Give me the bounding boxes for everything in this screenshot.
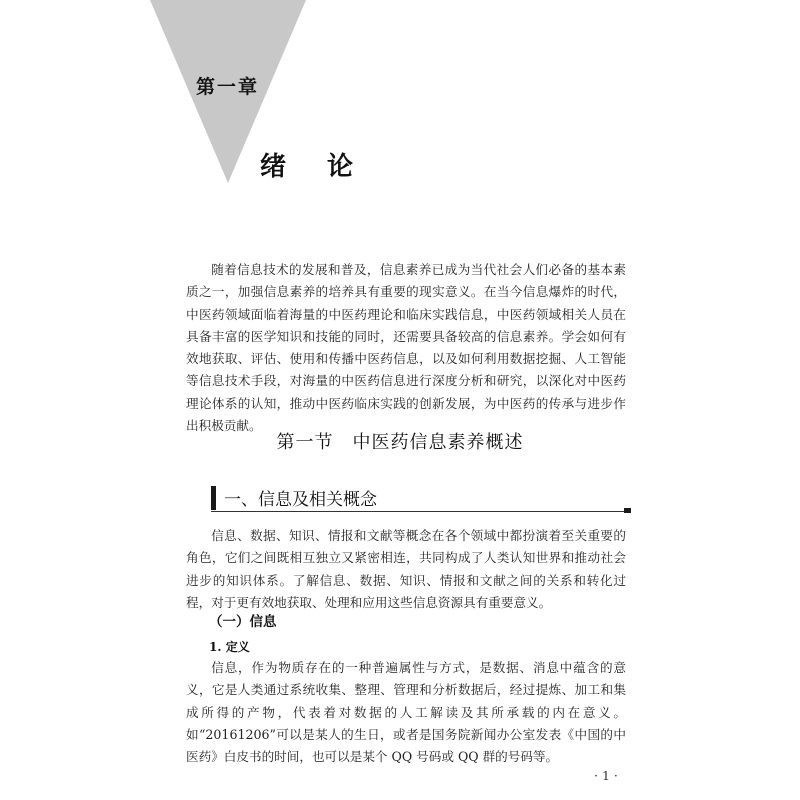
heading-bar-marker [211,486,216,510]
heading-underline [211,511,624,512]
section-title: 第一节 中医药信息素养概述 [276,432,524,453]
definition-paragraph: 信息，作为物质存在的一种普遍属性与方式，是数据、消息中蕴含的意义，它是人类通过系统收集、整理、管理和分析数据后，经过提炼、加工和集成所得的产物，代表着对数据的人工解读及其所承载的内在意义。如“20161206”可以是某人的生日，或者是国务院新闻办公室发表《中国的中医药》白皮书的时间，也可以是某个 QQ 号码或 QQ 群的号码等。 [186,660,626,765]
intro-paragraph: 随着信息技术的发展和普及，信息素养已成为当代社会人们必备的基本素质之一，加强信息素养的培养具有重要的现实意义。在当今信息爆炸的时代，中医药领域面临着海量的中医药理论和临床实践信息，中医药领域相关人员在具备丰富的医学知识和技能的同时，还需要具备较高的信息素养。学会如何有效地获取、评估、使用和传播中医药信息，以及如何利用数据挖掘、人工智能等信息技术手段，对海量的中医药信息进行深度分析和研究，以深化对中医药理论体系的认知，推动中医药临床实践的创新发展，为中医药的传承与进步作出积极贡献。 [186,262,626,434]
chapter-title: 绪 论 [260,152,370,182]
definition-title: 1. 定义 [209,640,250,654]
subsection-paragraph: 信息、数据、知识、情报和文献等概念在各个领域中都扮演着至关重要的角色，它们之间既相互独立又紧密相连，共同构成了人类认知世界和推动社会进步的知识体系。了解信息、数据、知识、情报和文献之间的关系和转化过程，对于更有效地获取、处理和应用这些信息资源具有重要意义。 [186,528,626,610]
page-number: · 1 · [594,768,618,783]
subsubsection-title: （一）信息 [209,614,277,630]
subsection-title: 一、信息及相关概念 [224,490,377,510]
chapter-triangle-decoration [0,0,800,200]
heading-end-mark [624,508,631,513]
subsection-heading [211,485,631,513]
chapter-label: 第一章 [196,76,260,98]
